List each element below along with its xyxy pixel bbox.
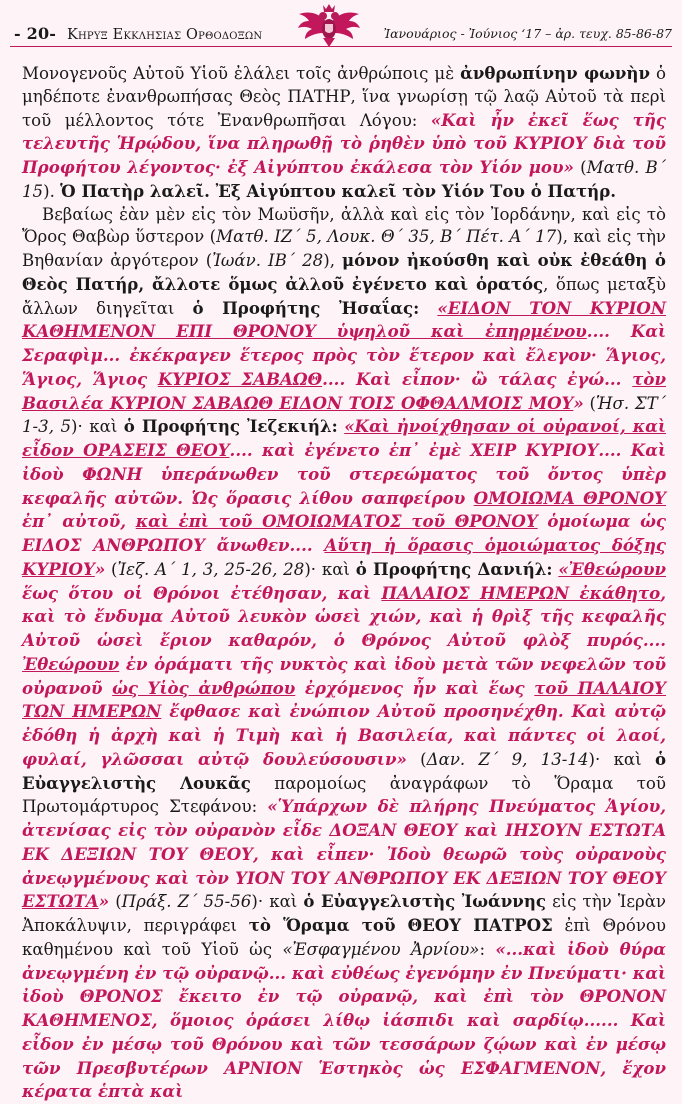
text-run: ὁ Εὐαγγελιστὴς Λουκᾶς [22, 749, 666, 793]
scripture-quote: «Ἐθεώρουν [558, 559, 666, 579]
text-run: Βεβαίως ἐὰν μὲν εἰς τὸν Μωϋσῆν, ἀλλὰ καὶ εἰς τὸν Ἰορδάνην, καὶ εἰς τὸ Ὄρος Θαβὼρ ὕστερον ( [22, 205, 666, 247]
text-run: )· καὶ [251, 892, 303, 911]
text-run: παρομοίως ἀναγράφων τὸ Ὅραμα τοῦ Πρωτομάρτυρος Στεφάνου: [22, 774, 666, 817]
header-rule [10, 46, 672, 47]
header-left [14, 24, 262, 43]
text-run: Ματθ. ΙΖ΄ 5, Λουκ. Θ΄ 35, Β΄ Πέτ. Α΄ 17 [216, 227, 556, 246]
scripture-quote: ὁμοίωμα ὡς ΕΙΔΟΣ ΑΝΘΡΩΠΟΥ ἄνωθεν.... [22, 511, 666, 555]
issue-info: Ἰανουάριος - Ἰούνιος ‘17 – ἀρ. τευχ. 85-86-87 [384, 26, 672, 41]
scripture-quote: «ΕΙΔΟΝ ΤΟΝ ΚΥΡΙΟΝ ΚΑΘΗΜΕΝΟΝ ΕΠΙ ΘΡΟΝΟΥ ὑψηλοῦ καὶ ἐπηρμένου [22, 298, 666, 342]
text-run: )· καὶ [304, 560, 355, 579]
scripture-quote: «...καὶ ἰδοὺ θύρα ἀνεῳγμένη ἐν τῷ οὐρανῷ... καὶ εὐθέως ἐγενόμην ἐν Πνεύματι· καὶ ἰδοὺ ΘΡΟΝΟΣ ἔκειτο ἐν τῷ οὐρανῷ, καὶ ἐπὶ τὸν ΘΡΟΝΟΝ ΚΑΘΗΜΕΝΟΣ, ὅμοιος ὁράσει λίθῳ ἰάσπιδι καὶ σαρδίῳ...... Καὶ εἶδον ἐν μέσῳ τοῦ Θρόνου καὶ τῶν τεσσάρων ζῴων καὶ ἐν μέσῳ τῶν Πρεσβυτέρων ΑΡΝΙΟΝ Ἑστηκὸς ὡς ΕΣΦΑΓΜΕΝΟΝ, ἔχον κέρατα ἑπτὰ καὶ [22, 939, 666, 1102]
text-run: Ὁ Πατὴρ λαλεῖ. Ἐξ Αἰγύπτου καλεῖ τὸν Υἱόν Του ὁ Πατήρ. [60, 181, 616, 201]
text-run: «Ἐσφαγμένου Ἀρνίου» [282, 940, 479, 959]
scripture-quote: ΚΥΡΙΟΣ ΣΑΒΑΩΘ [158, 369, 322, 389]
text-run: ἐπὶ Θρόνου καθημένου καὶ τοῦ Υἱοῦ ὡς [22, 916, 666, 959]
text-run: ἀνθρωπίνην φωνὴν [460, 63, 650, 83]
text-run: Ἰωάν. ΙΒ΄ 28 [212, 251, 323, 270]
scripture-quote: τὸν Βασιλέα ΚΥΡΙΟΝ ΣΑΒΑΩΘ ΕΙΔΟΝ ΤΟΙΣ ΟΦΘΑΛΜΟΙΣ ΜΟΥ [22, 369, 666, 413]
text-run: ( [574, 158, 587, 177]
text-run: Ματθ. Β΄ 15 [22, 158, 666, 201]
text-run: ), [323, 251, 342, 270]
scripture-quote: Αὕτη ἡ ὅρασις ὁμοιώματος δόξης ΚΥΡΙΟΥ [22, 535, 666, 579]
text-run: ). [43, 182, 60, 201]
text-run: , ὅπως μεταξὺ ἄλλων διηγεῖται [22, 275, 666, 318]
scripture-quote: καὶ ἐπὶ τοῦ ΟΜΟΙΩΜΑΤΟΣ τοῦ ΘΡΟΝΟΥ [136, 511, 538, 531]
text-run: τὸ Ὅραμα τοῦ ΘΕΟΥ ΠΑΤΡΟΣ [249, 915, 553, 935]
scripture-quote: «Καὶ ἦν ἐκεῖ ἕως τῆς τελευτῆς Ἡρῴδου, ἵνα πληρωθῇ τὸ ῥηθὲν ὑπὸ τοῦ ΚΥΡΙΟΥ διὰ τοῦ Προφήτου λέγοντος· ἐξ Αἰγύπτου ἐκάλεσα τὸν Υἱόν μου» [22, 110, 666, 178]
text-run: Ἰεζ. Α΄ 1, 3, 25-26, 28 [117, 560, 304, 579]
scripture-quote: ἐν ὁράματι τῆς νυκτὸς καὶ ἰδοὺ μετὰ τῶν νεφελῶν τοῦ οὐρανοῦ [22, 654, 666, 698]
scripture-quote: .... καὶ ἐγένετο ἐπ᾽ ἐμὲ ΧΕΙΡ ΚΥΡΙΟΥ.... Καὶ ἰδοὺ ΦΩΝΗ ὑπεράνωθεν τοῦ στερεώματος τοῦ ὄντος ὑπὲρ κεφαλῆς αὐτῶν. Ὡς ὅρασις λίθου σαπφείρου [22, 440, 666, 508]
scripture-quote: .... Καὶ Σεραφὶμ... ἐκέκραγεν ἕτερος πρὸς τὸν ἕτερον καὶ ἔλεγον· Ἅγιος, Ἅγιος, Ἅγιος [22, 321, 666, 389]
scripture-quote: » [95, 559, 105, 579]
scripture-quote: τοῦ ΠΑΛΑΙΟΥ ΤΩΝ ΗΜΕΡΩΝ [22, 678, 666, 722]
scripture-quote: ὡς Υἱὸς ἀνθρώπου [112, 678, 295, 698]
scripture-quote: » [99, 891, 109, 911]
scripture-quote: , καὶ τὸ ἔνδυμα Αὐτοῦ λευκὸν ὡσεὶ χιών, καὶ ἡ θρὶξ τῆς κεφαλῆς Αὐτοῦ ὡσεὶ ἔριον καθαρόν, ὁ Θρόνος Αὐτοῦ φλὸξ πυρός.... [22, 583, 666, 651]
text-run: ( [407, 750, 427, 769]
text-run: Μονογενοῦς Αὐτοῦ Υἱοῦ ἐλάλει τοῖς ἀνθρώποις μὲ [22, 64, 460, 83]
text-run: )· καὶ [589, 750, 655, 769]
text-run: : [479, 940, 495, 959]
scripture-quote: Ἐθεώρουν [22, 654, 119, 674]
text-run: ( [584, 394, 596, 413]
text-run [419, 299, 437, 318]
page-header [0, 0, 682, 50]
scripture-quote: «Καὶ ἠνοίχθησαν οἱ οὐρανοί, καὶ εἶδον ΟΡΑΣΕΙΣ ΘΕΟΥ [22, 416, 666, 460]
text-run: ὁ Προφήτης Ἰεζεκιήλ: [124, 416, 338, 436]
text-run: εἰς τὴν Ἱερὰν Ἀποκάλυψιν, περιγράφει [22, 892, 666, 935]
scripture-quote: ΟΜΟΙΩΜΑ ΘΡΟΝΟΥ [474, 488, 666, 508]
text-run: ὁ Εὐαγγελιστὴς Ἰωάννης [303, 891, 546, 911]
text-run: ( [105, 560, 117, 579]
scripture-quote: ΠΑΛΑΙΟΣ ΗΜΕΡΩΝ ἐκάθητο [381, 583, 660, 603]
text-run: μόνον ἠκούσθη καὶ οὐκ ἐθεάθη ὁ Θεὸς Πατήρ, ἄλλοτε ὅμως ἀλλοῦ ἐγένετο καὶ ὁρατός [22, 250, 666, 294]
scripture-quote: ΕΣΤΩΤΑ [22, 891, 99, 911]
text-run: ὁ μηδέποτε ἐνανθρωπήσας Θεὸς ΠΑΤΗΡ, ἵνα γνωρίσῃ τῷ λαῷ Αὐτοῦ τὰ περὶ τοῦ μέλλοντος τότε Ἐνανθρωπῆσαι Λόγου: [22, 64, 666, 130]
text-run: ( [109, 892, 122, 911]
text-run: ὁ Προφήτης Δανιήλ: [356, 559, 553, 579]
publication-title: Κηρυξ Εκκλησιας Ορθοδοξων [67, 27, 262, 43]
double-headed-eagle-icon [295, 2, 363, 48]
text-run: )· καὶ [71, 417, 124, 436]
scripture-quote: ἐρχόμενος ἦν καὶ ἕως [295, 678, 534, 698]
text-run: Πράξ. Ζ΄ 55-56 [122, 892, 252, 911]
article-body [22, 62, 666, 1104]
scripture-quote: ἔφθασε καὶ ἐνώπιον Αὐτοῦ προσηνέχθη. Καὶ αὐτῷ ἐδόθη ἡ ἀρχὴ καὶ ἡ Τιμὴ καὶ ἡ Βασιλεία, καὶ πάντες οἱ λαοί, φυλαί, γλῶσσαι αὐτῷ δουλεύσουσιν» [22, 701, 666, 769]
scripture-quote: » [573, 393, 583, 413]
body-paragraph [22, 204, 666, 1104]
scripture-quote: .... Καὶ εἶπον· ὢ τάλας ἐγώ... [322, 369, 632, 389]
scripture-quote: ἐπ᾽ αὐτοῦ, [22, 511, 136, 531]
text-run: ), καὶ εἰς τὴν Βηθανίαν ἀργότερον ( [22, 227, 666, 270]
text-run: Δαν. Ζ΄ 9, 13-14 [427, 750, 589, 769]
page-number: - 20- [14, 24, 56, 43]
body-paragraph [22, 62, 666, 204]
text-run: ὁ Προφήτης Ἠσαΐας: [192, 298, 419, 318]
scripture-quote: ἕως ὅτου οἱ Θρόνοι ἐτέθησαν, καὶ [22, 583, 381, 603]
text-run: Ἡσ. ΣΤ΄ 1-3, 5 [22, 394, 666, 437]
scripture-quote: «Ὑπάρχων δὲ πλήρης Πνεύματος Ἁγίου, ἀτενίσας εἰς τὸν οὐρανὸν εἶδε ΔΟΞΑΝ ΘΕΟΥ καὶ ΙΗΣΟΥΝ ΕΣΤΩΤΑ ΕΚ ΔΕΞΙΩΝ ΤΟΥ ΘΕΟΥ, καὶ εἶπεν· Ἰδοὺ θεωρῶ τοὺς οὐρανοὺς ἀνεῳγμένους καὶ τὸν ΥΙΟΝ ΤΟΥ ΑΝΘΡΩΠΟΥ ΕΚ ΔΕΞΙΩΝ ΤΟΥ ΘΕΟΥ [22, 796, 666, 887]
